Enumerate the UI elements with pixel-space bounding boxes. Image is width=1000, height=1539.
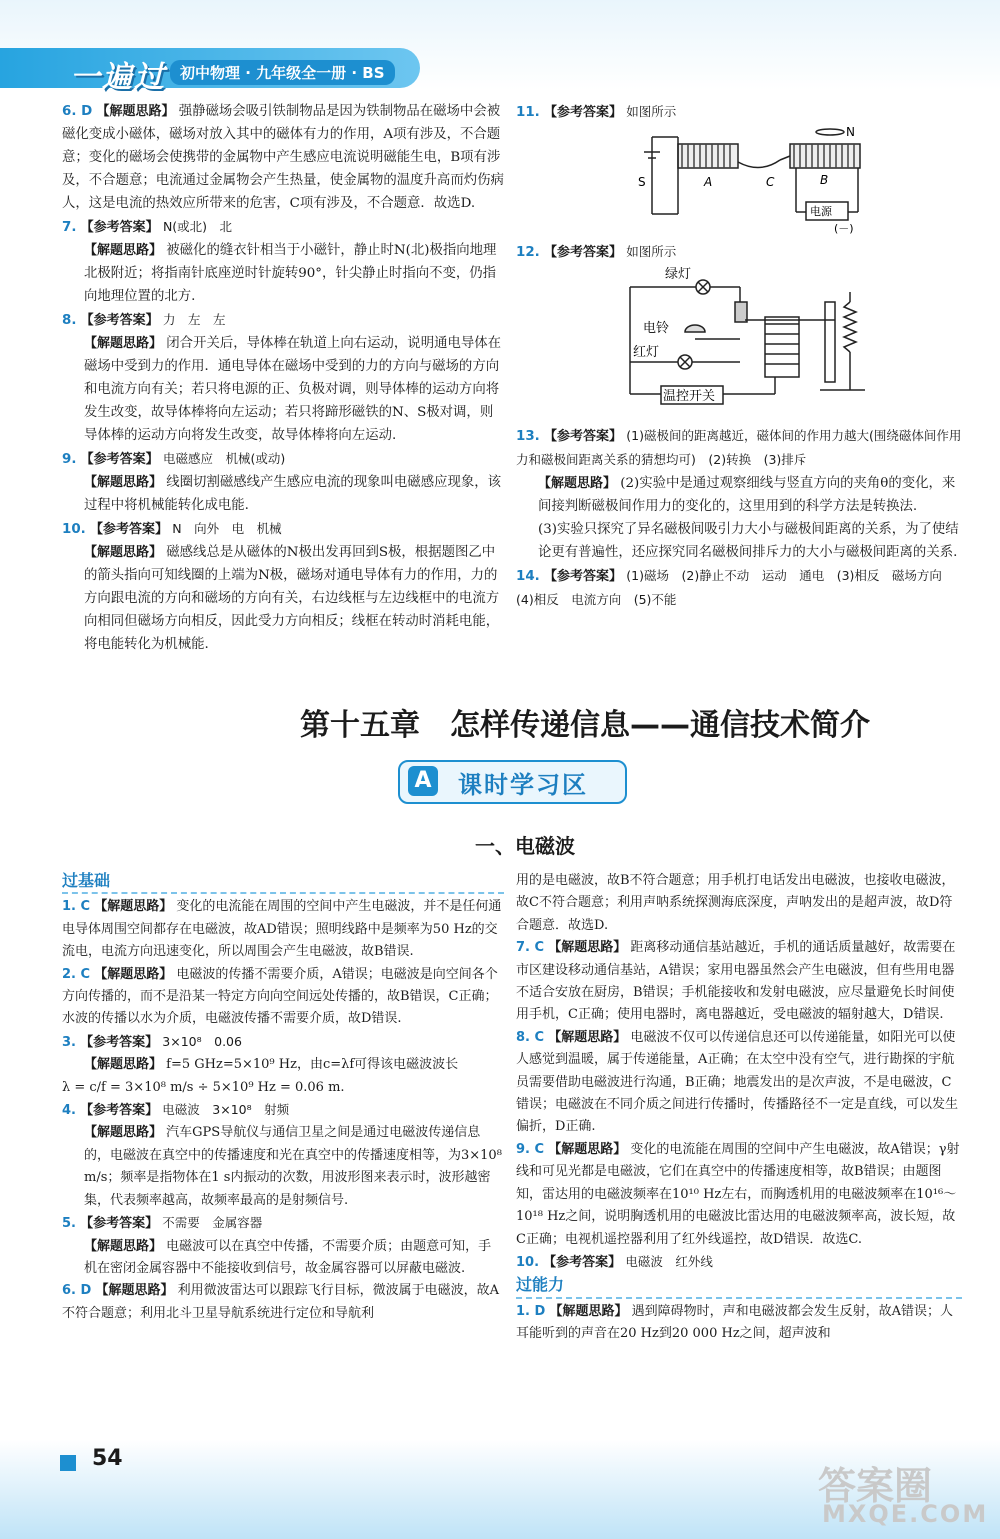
page-marker [60, 1455, 76, 1471]
zone-banner [398, 760, 627, 804]
answer-item: 10. 【参考答案】 N 向外 电 机械 [62, 521, 282, 537]
answer-item: 13. 【参考答案】 (1)磁极间的距离越近，磁体间的作用力越大(围绕磁体间作用力和磁极间距离关系的猜想均可) (2)转换 (3)排斥 [516, 428, 962, 467]
answer-item: 12. 【参考答案】 如图所示 [516, 244, 677, 260]
label-bell: 电铃 [643, 321, 670, 336]
zone-letter: A [408, 766, 438, 796]
label-s: S [638, 175, 646, 189]
label-temp-switch: 温控开关 [663, 389, 716, 404]
answer-item: 【解题思路】 电磁波可以在真空中传播，不需要介质；由题意可知，手机在密闭金属容器中不能接收到信号，故金属容器可以屏蔽电磁波. [84, 1238, 492, 1276]
answer-item: 【解题思路】 f=5 GHz=5×10⁹ Hz，由c=λf可得该电磁波波长 [84, 1057, 459, 1073]
label-n: N [846, 125, 855, 139]
label-source: 电源 [810, 205, 832, 218]
answer-item: 6. D 【解题思路】 利用微波雷达可以跟踪飞行目标，微波属于电磁波，故A不符合题意；利用北斗卫星导航系统进行定位和导航利 [62, 1283, 499, 1321]
right-top-rest [516, 424, 962, 612]
answer-item: 【解题思路】 线圈切割磁感线产生感应电流的现象叫电磁感应现象，该过程中将机械能转化成电能. [84, 475, 502, 513]
answer-item: 8. C 【解题思路】 电磁波不仅可以传递信息还可以传递能量，如阳光可以使人感觉到温暖，属于传递能量，A正确；在太空中没有空气，进行勘探的宇航员需要借助电磁波进行沟通，B正确；地震发出的是次声波，不是电磁波，C错误；电磁波在不同介质之间进行传播时，传播路径不一定是直线，可以发生偏折，D正确. [516, 1029, 959, 1135]
label-a: A [704, 175, 713, 189]
answer-item: 14. 【参考答案】 (1)磁场 (2)静止不动 运动 通电 (3)相反 磁场方向 (4)相反 电流方向 (5)不能 [516, 568, 955, 607]
left-bottom-column [62, 870, 504, 1325]
continued-text: 用的是电磁波，故B不符合题意；用手机打电话发出电磁波，也接收电磁波，故C不符合题意；利用声呐系统探测海底深度，声呐发出的是超声波，故D符合题意．故选D. [516, 873, 955, 933]
answer-item: 8. 【参考答案】 力 左 左 [62, 312, 226, 328]
answer-item: 4. 【参考答案】 电磁波 3×10⁸ 射频 [62, 1102, 290, 1119]
circuit-diagram-11 [630, 122, 870, 234]
label-green-light: 绿灯 [665, 267, 692, 282]
answer-item: 5. 【参考答案】 不需要 金属容器 [62, 1215, 263, 1232]
subject-label: 初中物理 · 九年级全一册 · BS [170, 60, 395, 85]
right-top-column [516, 100, 962, 124]
formula: λ = c/f = 3×10⁸ m/s ÷ 5×10⁹ Hz = 0.06 m. [62, 1079, 345, 1095]
right-bottom-column [516, 870, 962, 1346]
answer-item: 【解题思路】 闭合开关后，导体棒在轨道上向右运动，说明通电导体在磁场中受到力的作用．通电导体在磁场中受到的力的方向与磁场的方向和电流方向有关；若只将电源的正、负极对调，则导体棒的运动方向将发生改变，故导体棒将向左运动；若只将蹄形磁铁的N、S极对调，则导体棒的运动方向将发生改变，故导体棒将向左运动. [84, 336, 502, 443]
right-q12 [516, 240, 962, 264]
label-red-light: 红灯 [633, 345, 660, 360]
page-number: 54 [92, 1446, 123, 1471]
watermark-logo: 答案圈 [818, 1464, 933, 1508]
answer-item: 1. D 【解题思路】 遇到障碍物时，声和电磁波都会发生反射，故A错误；人耳能听到的声音在20 Hz到20 000 Hz之间，超声波和 [516, 1303, 953, 1342]
answer-item: 【解题思路】 磁感线总是从磁体的N极出发再回到S极，根据题图乙中的箭头指向可知线圈的上端为N极，磁场对通电导体有力的作用，力的方向跟电流的方向和磁场的方向有关，右边线框与左边线框中的电流方向相同但磁场方向相反，因此受力方向相反；线框在转动时消耗电能，将电能转化为机械能. [84, 545, 500, 652]
zone-title: 课时学习区 [458, 771, 588, 799]
answer-item: 6. D 【解题思路】 强静磁场会吸引铁制物品是因为铁制物品在磁场中会被磁化变成小磁体，磁场对放入其中的磁体有力的作用，A项有涉及，不合题意；变化的磁场会使携带的金属物中产生感应电流说明磁能生电，B项有涉及，不合题意；电流通过金属物会产生热量，使金属物的温度升高而灼伤病人，这是电流的热效应所带来的危害，C项有涉及，不合题意．故选D. [62, 104, 504, 211]
answer-item: 9. C 【解题思路】 变化的电流能在周围的空间中产生电磁波，故A错误；γ射线和可见光都是电磁波，它们在真空中的传播速度相等，故B错误；由题图知，雷达用的电磁波频率在10¹⁰ Hz左右，而胸透机用的电磁波频率在10¹⁶～10¹⁸ Hz之间，说明胸透机用的电磁波比雷达用的电磁波频率高，波长短，故C正确；电视机遥控器利用了红外线遥控，故D错误．故选C. [516, 1141, 960, 1247]
section-title: 一、电磁波 [475, 834, 575, 858]
answer-item: 7. C 【解题思路】 距离移动通信基站越近，手机的通话质量越好，故需要在市区建设移动通信基站，A错误；家用电器虽然会产生电磁波，但有些用电器不适合安放在厨房，B错误；手机能接收和发射电磁波，应尽量避免长时间使用手机，C正确；使用电器时，离电器越近，受电磁波的辐射越大，D错误. [516, 940, 956, 1023]
answer-item: 9. 【参考答案】 电磁感应 机械(或动) [62, 451, 286, 467]
answer-item: (3)实验只探究了异名磁极间吸引力大小与磁极间距离的关系，为了使结论更有普遍性，还应探究同名磁极间排斥力的大小与磁极间距离的关系. [538, 522, 959, 560]
label-b: B [820, 173, 829, 187]
answer-item: 【解题思路】 被磁化的缝衣针相当于小磁针，静止时N(北)极指向地理北极附近；将指南针底座逆时针旋转90°，针尖静止时指向不变，仍指向地理位置的北方. [84, 243, 497, 304]
label-c: C [766, 175, 775, 189]
answer-item: 11. 【参考答案】 如图所示 [516, 104, 677, 120]
ability-bar: 过能力 [516, 1274, 962, 1298]
answer-item: 【解题思路】 (2)实验中是通过观察细线与竖直方向的夹角θ的变化，来间接判断磁极间作用力的变化的，这里用到的科学方法是转换法. [538, 476, 956, 514]
answer-item: 3. 【参考答案】 3×10⁸ 0.06 [62, 1033, 242, 1050]
basic-bar: 过基础 [62, 870, 504, 894]
answer-item: 【解题思路】 汽车GPS导航仪与通信卫星之间是通过电磁波传递信息的，电磁波在真空中的传播速度和光在真空中的传播速度相等，为3×10⁸ m/s；频率是指物体在1 s内振动的次数，用波形图来表示时，波形越密集，代表频率越高，故频率最高的是射频信号. [84, 1125, 502, 1208]
answer-item: 2. C 【解题思路】 电磁波的传播不需要介质，A错误；电磁波是向空间各个方向传播的，而不是沿某一特定方向向空间远处传播的，故B错误，C正确；水波的传播以水为介质，电磁波传播不需要介质，故D错误. [62, 966, 498, 1027]
left-top-column [62, 100, 504, 656]
watermark-url: MXQE.COM [822, 1500, 989, 1528]
circuit-diagram-12 [625, 262, 870, 410]
chapter-title: 第十五章 怎样传递信息——通信技术简介 [300, 708, 870, 743]
answer-item: 7. 【参考答案】 N(或北) 北 [62, 219, 233, 235]
page-header [0, 0, 1000, 95]
label-minus: (－) [834, 222, 854, 234]
answer-item: 10. 【参考答案】 电磁波 红外线 [516, 1253, 713, 1270]
answer-item: 1. C 【解题思路】 变化的电流能在周围的空间中产生电磁波，并不是任何通电导体周围空间都存在电磁波，故AD错误；照明线路中是频率为50 Hz的交流电，电流方向迅速变化，所以周围会产生电磁波，故B错误. [62, 899, 502, 960]
brand-logo: 一遍过 [70, 60, 166, 95]
